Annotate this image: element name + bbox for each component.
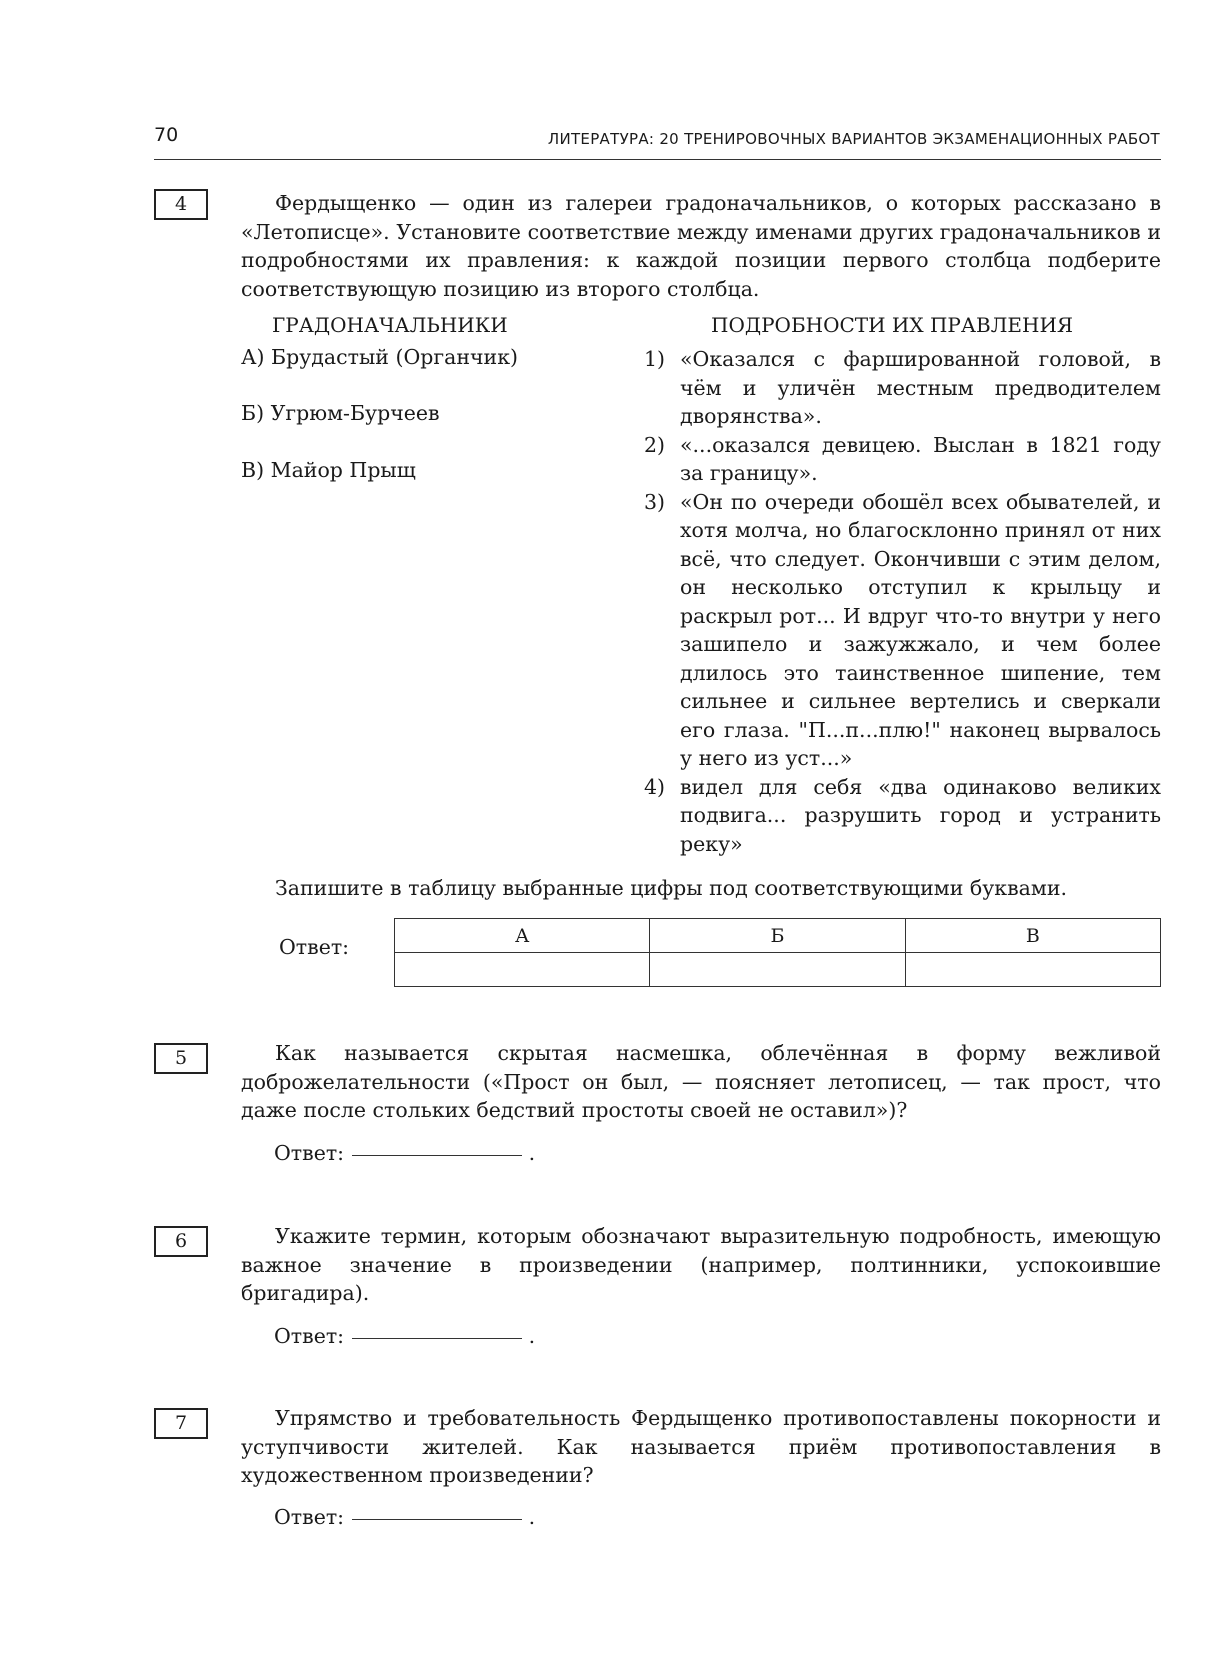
detail-text: «Он по очереди обошёл всех обывателей, и хотя молча, но благосклонно принял от них всё, что следует. Окончивши с этим делом, он несколько отступил к крыльцу и раскрыл рот... И вдруг что-то внутри у него зашипело и зажужжало, и чем более длилось это таинственное шипение, тем сильнее и сильнее вертелись и сверкали его глаза. "П...п...плю!" наконец вырвалось у него из уст...»: [680, 489, 1161, 770]
answer-end-5: .: [528, 1141, 536, 1165]
question-4-text: Фердыщенко — один из галереи градоначальников, о которых рассказано в «Летописце». Установите соответствие между именами других градоначальников и подробностями их правления: к каждой позиции первого столбца подберите соответствующую позицию из второго столбца.: [241, 191, 1161, 301]
detail-item-4: [644, 773, 1161, 859]
detail-number: 2): [644, 432, 666, 457]
mayor-item-a: А) Брудастый (Органчик): [241, 345, 519, 369]
answer-cell-v[interactable]: [905, 953, 1160, 987]
column-heading-details: ПОДРОБНОСТИ ИХ ПРАВЛЕНИЯ: [711, 313, 1074, 337]
answer-label-6: Ответ:: [274, 1324, 345, 1348]
answer-table-header-b: Б: [650, 919, 905, 953]
detail-number: 1): [644, 347, 666, 371]
page-number: 70: [154, 124, 179, 146]
answer-label-4: Ответ:: [279, 935, 350, 959]
answer-end-7: .: [528, 1505, 536, 1529]
question-number-box-5: 5: [154, 1043, 208, 1074]
detail-item-2: [644, 431, 1161, 488]
mayor-item-b: Б) Угрюм-Бурчеев: [241, 401, 440, 425]
answer-line-6: [274, 1324, 535, 1348]
detail-text: «...оказался девицею. Выслан в 1821 году за границу».: [680, 432, 1161, 485]
answer-label-5: Ответ:: [274, 1141, 345, 1165]
detail-text: видел для себя «два одинаково великих подвига... разрушить город и устранить реку»: [680, 774, 1161, 856]
question-5-text: Как называется скрытая насмешка, облечённая в форму вежливой доброжелательности («Прост он был, — поясняет летописец, — так прост, что даже после стольких бедствий простоты своей не оставил»)?: [241, 1041, 1161, 1122]
question-7-text: Упрямство и требовательность Фердыщенко противопоставлены покорности и уступчивости жителей. Как называется приём противопоставления в художественном произведении?: [241, 1406, 1161, 1487]
table-instruction: Запишите в таблицу выбранные цифры под соответствующими буквами.: [275, 876, 1068, 900]
answer-table: [394, 918, 1161, 987]
detail-item-1: [644, 345, 1161, 431]
detail-number: 3): [644, 489, 666, 514]
answer-blank-5[interactable]: [352, 1155, 522, 1156]
details-list: [644, 345, 1161, 858]
answer-blank-7[interactable]: [352, 1519, 522, 1520]
detail-number: 4): [644, 774, 666, 799]
question-number-box-7: 7: [154, 1408, 208, 1439]
header-divider: [154, 159, 1161, 160]
answer-end-6: .: [528, 1324, 536, 1348]
column-heading-mayors: ГРАДОНАЧАЛЬНИКИ: [272, 313, 508, 337]
answer-cell-a[interactable]: [395, 953, 650, 987]
answer-line-5: [274, 1141, 535, 1165]
mayor-item-v: В) Майор Прыщ: [241, 458, 416, 482]
detail-item-3: [644, 488, 1161, 773]
running-title: ЛИТЕРАТУРА: 20 ТРЕНИРОВОЧНЫХ ВАРИАНТОВ ЭКЗАМЕНАЦИОННЫХ РАБОТ: [547, 130, 1160, 148]
detail-text: «Оказался с фаршированной головой, в чём и уличён местным предводителем дворянства».: [680, 347, 1161, 428]
answer-label-7: Ответ:: [274, 1505, 345, 1529]
answer-cell-b[interactable]: [650, 953, 905, 987]
question-6-text: Укажите термин, которым обозначают выразительную подробность, имеющую важное значение в произведении (например, полтинники, успокоившие бригадира).: [241, 1224, 1161, 1305]
answer-table-header-v: В: [905, 919, 1160, 953]
answer-table-header-a: А: [395, 919, 650, 953]
answer-line-7: [274, 1505, 535, 1529]
question-number-box-6: 6: [154, 1226, 208, 1257]
question-number-box-4: 4: [154, 189, 208, 220]
answer-blank-6[interactable]: [352, 1338, 522, 1339]
